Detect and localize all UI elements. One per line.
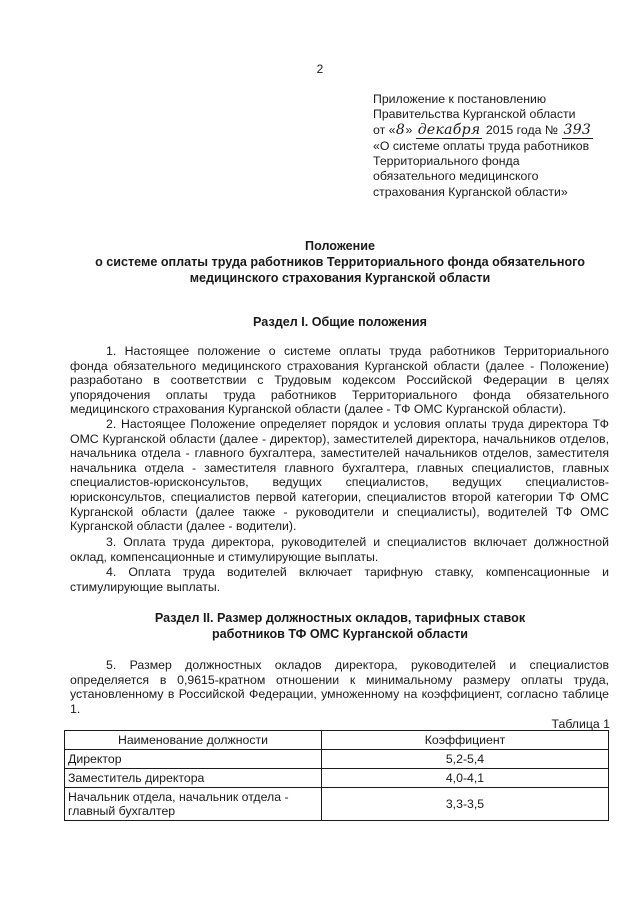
cell-coefficient: 5,2-5,4 — [322, 750, 609, 769]
date-mid: » — [405, 122, 413, 137]
table-row — [65, 788, 609, 821]
cell-position: Начальник отдела, начальник отдела - главный бухгалтер — [65, 788, 322, 821]
handwritten-number: 393 — [563, 121, 592, 138]
appendix-line-7: страхования Курганской области» — [373, 184, 568, 199]
table-header-row — [65, 731, 609, 750]
table-row — [65, 750, 609, 769]
paragraph-5-text: 5. Размер должностных окладов директора, руководителей и специалистов определяется в 0,9615-кратном отношении к минимальному размеру оплаты труда, установленному в Российской Федерации, умноженному на коэффициент, согласно таблице 1. — [70, 658, 609, 716]
coefficient-table — [64, 730, 609, 821]
table-row — [65, 769, 609, 788]
appendix-line-5: Территориального фонда — [373, 154, 520, 169]
cell-position: Директор — [65, 750, 322, 769]
appendix-line-6: обязательного медицинского — [373, 169, 539, 184]
year-text: 2015 года № — [485, 122, 559, 137]
paragraph-3 — [70, 535, 609, 564]
paragraph-4 — [70, 565, 609, 594]
appendix-block — [373, 92, 635, 200]
header-coefficient: Коэффициент — [322, 731, 609, 750]
cell-position: Заместитель директора — [65, 769, 322, 788]
page-number: 2 — [316, 62, 324, 76]
date-prefix: от « — [373, 122, 396, 137]
title-line-2: о системе оплаты труда работников Территориального фонда обязательного — [95, 255, 585, 269]
handwritten-month: декабря — [417, 121, 481, 138]
paragraph-2-text: 2. Настоящее Положение определяет порядок и условия оплаты труда директора ТФ ОМС Курганской области (далее - директор), заместителей директора, начальников отделов, начальника отдела - главного бухгалтера, заместителей начальников отделов, заместителя начальника отдела - заместителя главного бухгалтера, главных специалистов, главных специалистов-юрисконсультов, ведущих специалистов, ведущих специалистов-юрисконсультов, специалистов первой категории, специалистов второй категории ТФ ОМС Курганской области (далее также - руководители и специалисты), водителей ТФ ОМС Курганской области (далее - водители). — [70, 417, 609, 534]
paragraph-2 — [70, 417, 609, 534]
section-2-heading-line-1: Раздел II. Размер должностных окладов, тарифных ставок — [154, 611, 526, 625]
title-line-1: Положение — [305, 239, 375, 253]
section-1-heading: Раздел I. Общие положения — [253, 315, 427, 329]
appendix-line-2: Правительства Курганской области — [373, 107, 576, 122]
cell-coefficient: 3,3-3,5 — [322, 788, 609, 821]
paragraph-4-text: 4. Оплата труда водителей включает тарифную ставку, компенсационные и стимулирующие выплаты. — [70, 565, 609, 594]
document-title — [60, 238, 620, 286]
paragraph-5 — [70, 658, 609, 716]
paragraph-3-text: 3. Оплата труда директора, руководителей и специалистов включает должностной оклад, компенсационные и стимулирующие выплаты. — [70, 535, 609, 564]
paragraph-1-text: 1. Настоящее положение о системе оплаты труда работников Территориального фонда обязательного медицинского страхования Курганской области (далее - Положение) разработано в соответствии с Трудовым кодексом Российской Федерации в целях упорядочения оплаты труда работников Территориального фонда обязательного медицинского страхования Курганской области (далее - ТФ ОМС Курганской области). — [70, 344, 609, 417]
header-position: Наименование должности — [65, 731, 322, 750]
title-line-3: медицинского страхования Курганской области — [189, 271, 491, 285]
handwritten-day: 8 — [395, 121, 406, 138]
section-2-heading — [60, 610, 620, 642]
cell-coefficient: 4,0-4,1 — [322, 769, 609, 788]
table-caption: Таблица 1 — [551, 717, 610, 731]
appendix-line-1: Приложение к постановлению — [373, 92, 547, 106]
section-2-heading-line-2: работников ТФ ОМС Курганской области — [211, 627, 468, 641]
appendix-line-4: «О системе оплаты труда работников — [373, 138, 590, 153]
paragraph-1 — [70, 344, 609, 417]
appendix-date-line — [373, 123, 635, 139]
